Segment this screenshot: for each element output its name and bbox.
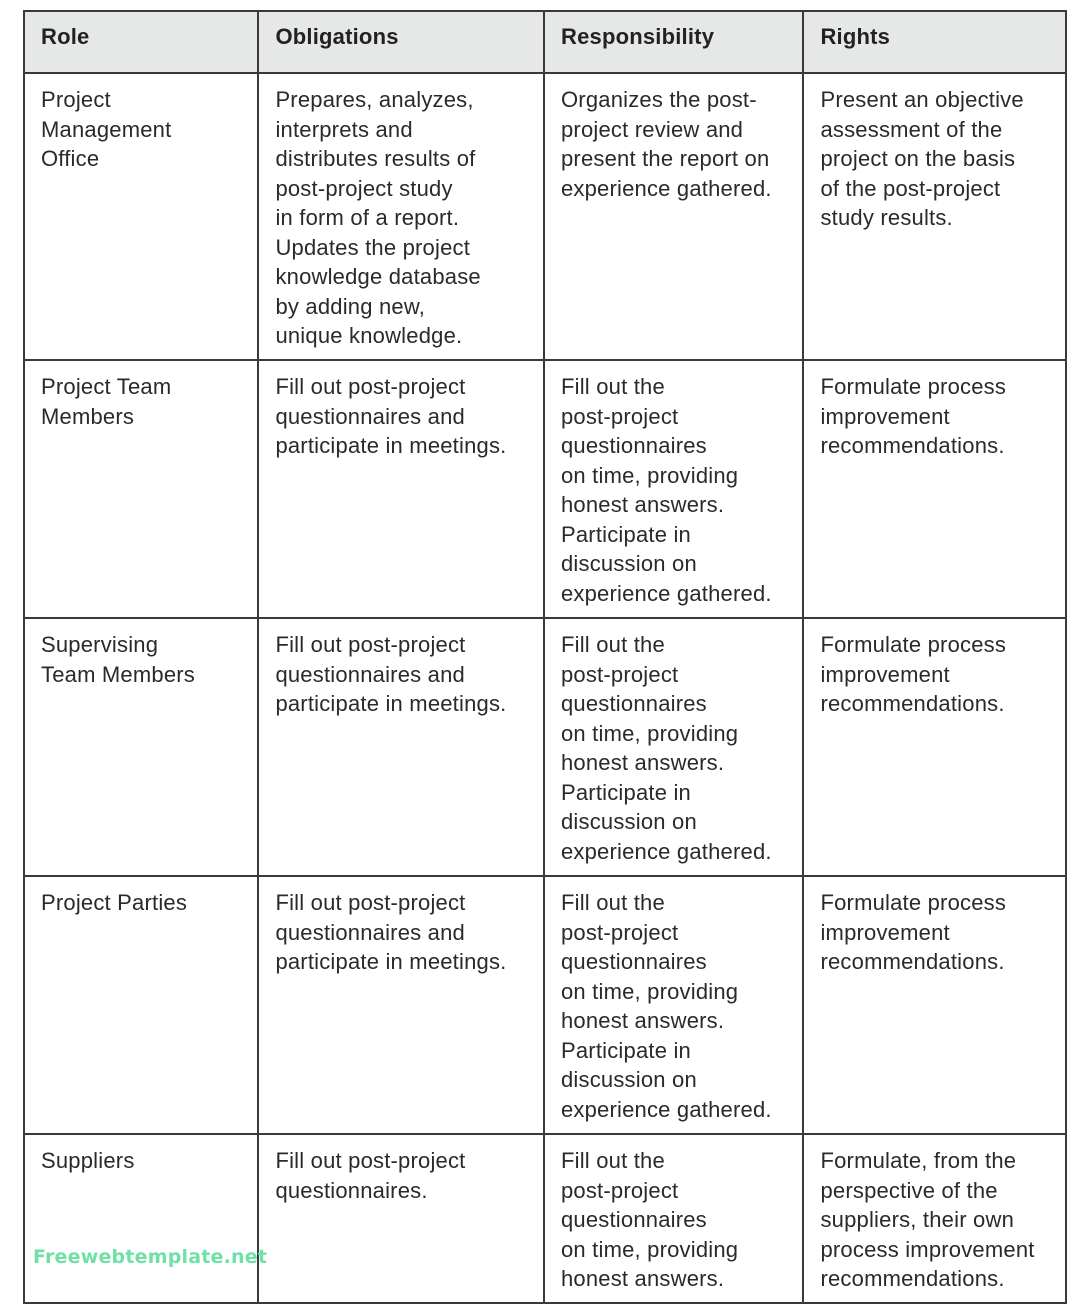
cell-rights: [803, 360, 1066, 618]
cell-text-line: discussion on: [560, 1067, 697, 1092]
cell-text-line: Prepares, analyzes,: [275, 87, 474, 112]
cell-text-line: Organizes the post-: [560, 87, 757, 112]
cell-text-line: Participate in: [560, 779, 691, 805]
cell-text-line: experience gathered.: [560, 838, 772, 864]
cell-text-line: Suppliers: [41, 1148, 135, 1173]
cell-responsibility: [544, 876, 803, 1134]
cell-text-line: Present an objective: [820, 87, 1024, 112]
cell-text-line: of the post-project: [820, 175, 1001, 201]
cell-text-line: recommendations.: [820, 1266, 1005, 1291]
cell-text-line: honest answers.: [560, 750, 725, 775]
cell-text-line: Management: [41, 116, 172, 142]
cell-text-line: participate in meetings.: [275, 949, 507, 974]
cell-text-line: discussion on: [560, 551, 697, 576]
cell-text-line: distributes results of: [275, 146, 476, 171]
cell-text-line: perspective of the: [820, 1177, 998, 1203]
cell-text-line: unique knowledge.: [275, 323, 463, 348]
cell-text-line: post-project: [560, 1177, 679, 1203]
cell-text-line: Team Members: [41, 661, 195, 687]
cell-text-line: project review and: [560, 116, 744, 142]
cell-text-line: Updates the project: [275, 234, 471, 260]
cell-text-line: suppliers, their own: [820, 1207, 1015, 1232]
cell-text-line: Fill out the: [560, 632, 665, 657]
cell-rights: [803, 618, 1066, 876]
cell-text-line: Participate in: [560, 1037, 691, 1063]
cell-text-line: recommendations.: [820, 691, 1005, 716]
cell-text-line: Project Parties: [41, 890, 188, 915]
cell-role: [24, 876, 258, 1134]
cell-text-line: Office: [41, 146, 100, 171]
cell-text-line: post-project study: [275, 175, 453, 201]
table-row: [24, 1134, 1066, 1303]
cell-text-line: honest answers.: [560, 1008, 725, 1033]
cell-text-line: recommendations.: [820, 433, 1005, 458]
cell-text-line: improvement: [820, 661, 950, 687]
cell-text-line: Formulate process: [820, 632, 1007, 657]
cell-text-line: questionnaires and: [275, 919, 465, 945]
header-rights: Rights: [803, 11, 1066, 73]
cell-obligations: [258, 618, 544, 876]
cell-text-line: Formulate process: [820, 374, 1007, 399]
cell-text-line: experience gathered.: [560, 1096, 772, 1122]
cell-text-line: honest answers.: [560, 492, 725, 517]
cell-text-line: improvement: [820, 403, 950, 429]
cell-text-line: Formulate, from the: [820, 1148, 1017, 1173]
cell-responsibility: [544, 618, 803, 876]
header-row: [24, 11, 1066, 73]
cell-text-line: assessment of the: [820, 116, 1003, 142]
cell-obligations: [258, 360, 544, 618]
cell-text-line: interprets and: [275, 116, 413, 142]
cell-text-line: questionnaires.: [275, 1177, 428, 1203]
cell-role: [24, 618, 258, 876]
cell-text-line: Fill out the: [560, 890, 665, 915]
cell-text-line: Formulate process: [820, 890, 1007, 915]
cell-text-line: Fill out post-project: [275, 632, 466, 657]
header-obligations: Obligations: [258, 11, 544, 73]
cell-responsibility: [544, 1134, 803, 1303]
cell-text-line: on time, providing: [560, 462, 739, 488]
cell-text-line: knowledge database: [275, 264, 481, 289]
cell-text-line: process improvement: [820, 1236, 1035, 1262]
cell-text-line: Fill out the: [560, 374, 665, 399]
cell-text-line: questionnaires: [560, 433, 707, 458]
cell-rights: [803, 876, 1066, 1134]
cell-responsibility: [544, 360, 803, 618]
cell-obligations: [258, 73, 544, 360]
cell-text-line: project on the basis: [820, 146, 1016, 171]
cell-text-line: Members: [41, 403, 135, 429]
cell-role: [24, 73, 258, 360]
cell-text-line: questionnaires: [560, 1207, 707, 1232]
cell-text-line: present the report on: [560, 146, 770, 171]
cell-text-line: post-project: [560, 661, 679, 687]
cell-text-line: post-project: [560, 919, 679, 945]
cell-text-line: Fill out the: [560, 1148, 665, 1173]
roles-table: [23, 10, 1067, 1304]
cell-text-line: questionnaires and: [275, 661, 465, 687]
cell-text-line: Project Team: [41, 374, 172, 399]
cell-responsibility: [544, 73, 803, 360]
cell-text-line: Participate in: [560, 521, 691, 547]
header-responsibility: Responsibility: [544, 11, 803, 73]
cell-text-line: experience gathered.: [560, 175, 772, 201]
cell-text-line: experience gathered.: [560, 580, 772, 606]
cell-obligations: [258, 1134, 544, 1303]
cell-text-line: Project: [41, 87, 111, 112]
cell-text-line: study results.: [820, 205, 953, 230]
cell-rights: [803, 1134, 1066, 1303]
cell-text-line: in form of a report.: [275, 205, 460, 230]
cell-text-line: questionnaires: [560, 949, 707, 974]
cell-text-line: on time, providing: [560, 1236, 739, 1262]
cell-text-line: participate in meetings.: [275, 433, 507, 458]
table-row: [24, 618, 1066, 876]
cell-text-line: discussion on: [560, 809, 697, 834]
cell-text-line: questionnaires: [560, 691, 707, 716]
cell-text-line: by adding new,: [275, 293, 426, 319]
table-header: [24, 11, 1066, 73]
cell-text-line: questionnaires and: [275, 403, 465, 429]
cell-obligations: [258, 876, 544, 1134]
table-body: [24, 73, 1066, 1303]
cell-role: [24, 1134, 258, 1303]
cell-text-line: Supervising: [41, 632, 159, 657]
header-role: Role: [24, 11, 258, 73]
cell-text-line: Fill out post-project: [275, 890, 466, 915]
table-row: [24, 73, 1066, 360]
cell-text-line: on time, providing: [560, 978, 739, 1004]
cell-role: [24, 360, 258, 618]
watermark-logo: Freewebtemplate.net: [33, 1246, 268, 1268]
cell-text-line: recommendations.: [820, 949, 1005, 974]
cell-text-line: honest answers.: [560, 1266, 725, 1291]
cell-text-line: Fill out post-project: [275, 374, 466, 399]
cell-text-line: post-project: [560, 403, 679, 429]
table-row: [24, 876, 1066, 1134]
cell-text-line: improvement: [820, 919, 950, 945]
cell-text-line: Fill out post-project: [275, 1148, 466, 1173]
table-row: [24, 360, 1066, 618]
cell-text-line: participate in meetings.: [275, 691, 507, 716]
cell-rights: [803, 73, 1066, 360]
cell-text-line: on time, providing: [560, 720, 739, 746]
